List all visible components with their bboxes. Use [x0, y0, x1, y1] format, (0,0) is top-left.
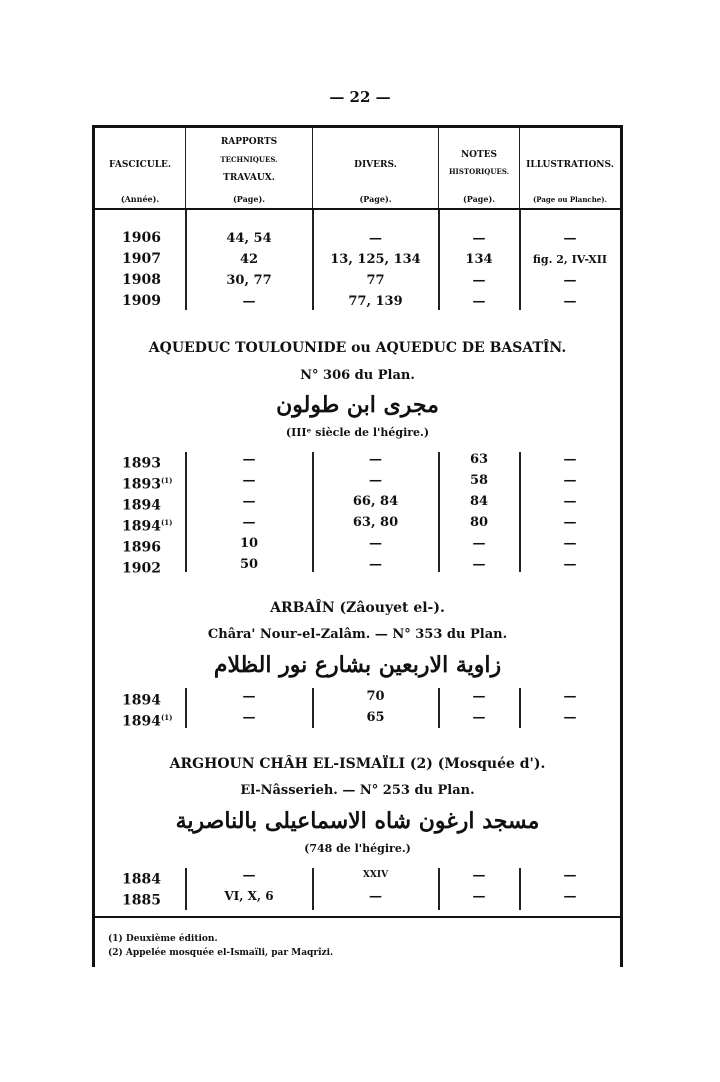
illustrations-cell: fig. 2, IV-XII — [532, 253, 608, 266]
rapports-cell: — — [242, 868, 256, 883]
rapports-cell: — — [242, 689, 256, 704]
header-notes-sub: (Page). — [462, 194, 496, 204]
year-cell: 1902 — [122, 560, 161, 577]
year-cell: 1884 — [122, 871, 161, 888]
notes-cell: — — [472, 889, 486, 904]
year-cell: 1885 — [122, 892, 161, 909]
illustrations-cell: — — [563, 689, 577, 704]
section-plan: El-Nâsserieh. — N° 253 du Plan. — [240, 783, 475, 798]
year-cell: 1909 — [122, 293, 161, 309]
section-plan: N° 306 du Plan. — [300, 368, 415, 383]
notes-cell: — — [472, 710, 486, 725]
divers-cell: XXIV — [362, 870, 389, 880]
rapports-cell: — — [242, 515, 256, 530]
year-cell: 1893 — [122, 455, 161, 472]
notes-cell: 63 — [469, 452, 489, 467]
header-divers: DIVERS. — [354, 160, 397, 170]
header-fascicule: FASCICULE. — [108, 160, 172, 170]
year-cell: 1894$^{(1)}$ — [122, 518, 173, 535]
section-title: ARBAÎN (Zâouyet el-). — [270, 600, 445, 616]
header-historiques: HISTORIQUES. — [448, 167, 510, 176]
notes-cell: — — [472, 689, 486, 704]
divers-cell: — — [369, 536, 382, 551]
footnote-rule — [95, 916, 620, 918]
divers-cell: 70 — [366, 689, 385, 704]
illustrations-cell: — — [563, 273, 577, 288]
section-title: AQUEDUC TOULOUNIDE ou AQUEDUC DE BASATÎN. — [148, 340, 567, 356]
table-left-border — [92, 125, 95, 967]
notes-cell: — — [472, 557, 486, 572]
illustrations-cell: — — [563, 868, 577, 883]
divers-cell: 66, 84 — [352, 494, 399, 509]
header-rule — [95, 208, 620, 210]
header-illustrations: ILLUSTRATIONS. — [526, 160, 614, 170]
year-cell: 1894 — [122, 692, 161, 709]
rapports-cell: 44, 54 — [226, 231, 272, 246]
year-cell: 1896 — [122, 539, 161, 556]
rapports-cell: 42 — [239, 252, 259, 267]
section-plan: Châra' Nour-el-Zalâm. — N° 353 du Plan. — [207, 627, 508, 642]
header-notes: NOTES — [460, 150, 498, 160]
rapports-cell: 30, 77 — [226, 273, 272, 288]
table-right-border — [620, 125, 623, 967]
header-divers-sub: (Page). — [359, 194, 392, 204]
section-note: (IIIᵉ siècle de l'hégire.) — [285, 426, 430, 439]
rapports-cell: — — [242, 494, 256, 509]
footnote: (2) Appelée mosquée el-Ismaïli, par Maqrîzi. — [108, 948, 334, 958]
divers-cell: — — [369, 231, 382, 246]
rapports-cell: 50 — [239, 557, 259, 572]
divers-cell: 77 — [366, 273, 385, 288]
illustrations-cell: — — [563, 294, 577, 309]
illustrations-cell: — — [563, 473, 577, 488]
table-top-border — [92, 125, 623, 128]
divers-cell: — — [369, 557, 382, 572]
divers-cell: — — [369, 452, 382, 467]
notes-cell: — — [472, 231, 486, 246]
section-note: (748 de l'hégire.) — [304, 842, 411, 855]
divers-cell: — — [369, 889, 382, 904]
notes-cell: 80 — [469, 515, 489, 530]
section-arabic: زاوية الاربعين بشارع نور الظلام — [213, 652, 502, 678]
rapports-cell: VI, X, 6 — [224, 889, 274, 903]
divers-cell: 13, 125, 134 — [330, 252, 421, 267]
divers-cell: — — [369, 473, 382, 488]
divers-cell: 63, 80 — [352, 515, 399, 530]
rapports-cell: — — [242, 452, 256, 467]
illustrations-cell: — — [563, 557, 577, 572]
year-cell: 1894$^{(1)}$ — [122, 713, 173, 730]
divers-cell: 77, 139 — [348, 294, 403, 309]
rapports-cell: — — [242, 710, 256, 725]
divers-cell: 65 — [366, 710, 385, 725]
notes-cell: 134 — [465, 252, 493, 267]
header-illustrations-sub: (Page ou Planche). — [532, 195, 607, 204]
year-cell: 1894 — [122, 497, 161, 514]
illustrations-cell: — — [563, 889, 577, 904]
header-rapports-sub: (Page). — [232, 194, 266, 204]
illustrations-cell: — — [563, 536, 577, 551]
illustrations-cell: — — [563, 710, 577, 725]
notes-cell: — — [472, 273, 486, 288]
rapports-cell: — — [242, 294, 256, 309]
year-cell: 1907 — [122, 251, 161, 267]
footnote: (1) Deuxième édition. — [108, 934, 218, 944]
year-cell: 1906 — [122, 230, 161, 246]
illustrations-cell: — — [563, 515, 577, 530]
notes-cell: — — [472, 294, 486, 309]
rapports-cell: 10 — [239, 536, 259, 551]
year-cell: 1908 — [122, 272, 161, 288]
header-fascicule-sub: (Année). — [120, 194, 160, 204]
section-arabic: مجرى ابن طولون — [276, 392, 439, 418]
notes-cell: — — [472, 868, 486, 883]
page-number: — 22 — — [329, 88, 391, 106]
year-cell: 1893$^{(1)}$ — [122, 476, 173, 493]
notes-cell: 84 — [469, 494, 489, 509]
illustrations-cell: — — [563, 231, 577, 246]
notes-cell: — — [472, 536, 486, 551]
header-travaux: TRAVAUX. — [223, 173, 275, 183]
illustrations-cell: — — [563, 494, 577, 509]
illustrations-cell: — — [563, 452, 577, 467]
header-techniques: TECHNIQUES. — [220, 155, 278, 164]
notes-cell: 58 — [469, 473, 489, 488]
header-rapports: RAPPORTS — [220, 137, 278, 147]
section-title: ARGHOUN CHÂH EL-ISMAÏLI (2) (Mosquée d'). — [169, 756, 546, 772]
rapports-cell: — — [242, 473, 256, 488]
section-arabic: مسجد ارغون شاه الاسماعيلى بالناصرية — [175, 808, 540, 834]
